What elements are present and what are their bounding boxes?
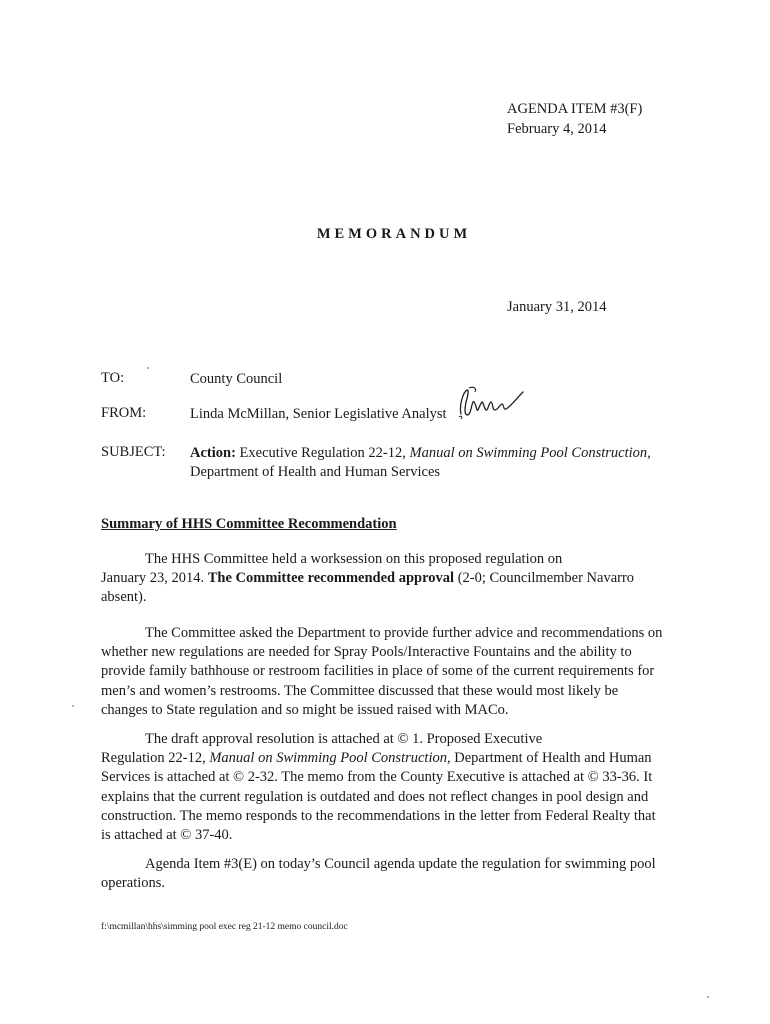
subject-title-italic: Manual on Swimming Pool Construction,: [409, 445, 651, 461]
paragraph-line: absent).: [101, 589, 147, 606]
paragraph-line: provide family bathhouse or restroom facilities in place of some of the current requirements for: [101, 663, 655, 680]
paragraph-2: [101, 624, 691, 720]
text-span: (2-0; Councilmember Navarro: [454, 570, 635, 587]
paragraph-4: [101, 855, 691, 893]
subject-value: [190, 444, 651, 482]
paragraph-line: construction. The memo responds to the recommendations in the letter from Federal Realty that: [101, 807, 656, 824]
text-span: Regulation 22-12,: [101, 750, 210, 767]
recommendation-bold: The Committee recommended approval: [207, 570, 455, 587]
paragraph-line: whether new regulations are needed for Spray Pools/Interactive Fountains and the ability to: [101, 644, 632, 661]
paragraph-line: men’s and women’s restrooms. The Committee discussed that these would most likely be: [101, 682, 619, 699]
handwritten-signature: [455, 384, 527, 420]
to-label: TO:: [101, 370, 125, 386]
paragraph-line: operations.: [101, 875, 166, 892]
text-span: Department of Health and Human: [450, 750, 652, 767]
paragraph-line: The Committee asked the Department to provide further advice and recommendations on: [145, 625, 663, 641]
scan-speck: [147, 367, 149, 369]
paragraph-line: Agenda Item #3(E) on today’s Council agenda update the regulation for swimming pool: [145, 856, 656, 872]
subject-department: Department of Health and Human Services: [190, 464, 441, 480]
scan-speck: [707, 996, 709, 998]
to-value: County Council: [190, 371, 283, 387]
paragraph-line: [101, 569, 691, 588]
text-span: January 23, 2014.: [101, 570, 208, 587]
agenda-date: February 4, 2014: [507, 120, 607, 137]
memo-date: January 31, 2014: [507, 299, 607, 315]
section-heading: Summary of HHS Committee Recommendation: [101, 516, 397, 532]
agenda-item: AGENDA ITEM #3(F): [507, 101, 643, 117]
paragraph-line: The draft approval resolution is attached at © 1. Proposed Executive: [145, 731, 543, 747]
paragraph-1: [101, 550, 691, 608]
paragraph-line: Services is attached at © 2-32. The memo from the County Executive is attached at © 33-36. It: [101, 769, 653, 786]
memo-title: MEMORANDUM: [316, 226, 472, 242]
agenda-block: [507, 100, 642, 139]
paragraph-line: [101, 749, 691, 768]
footer-file-path: f:\mcmillan\hhs\simming pool exec reg 21-12 memo council.doc: [101, 922, 348, 932]
paragraph-line: The HHS Committee held a worksession on this proposed regulation on: [145, 551, 563, 567]
scan-speck: [72, 705, 74, 707]
subject-label: SUBJECT:: [101, 444, 166, 460]
subject-action: Action:: [190, 445, 236, 461]
manual-title-italic: Manual on Swimming Pool Construction,: [209, 750, 451, 767]
paragraph-3: [101, 730, 691, 845]
subject-text: Executive Regulation 22-12,: [235, 445, 410, 461]
paragraph-line: is attached at © 37-40.: [101, 827, 233, 844]
paragraph-line: explains that the current regulation is outdated and does not reflect changes in pool design and: [101, 788, 649, 805]
from-label: FROM:: [101, 405, 147, 421]
from-value: Linda McMillan, Senior Legislative Analyst: [190, 406, 447, 422]
paragraph-line: changes to State regulation and so might be issued raised with MACo.: [101, 701, 509, 718]
